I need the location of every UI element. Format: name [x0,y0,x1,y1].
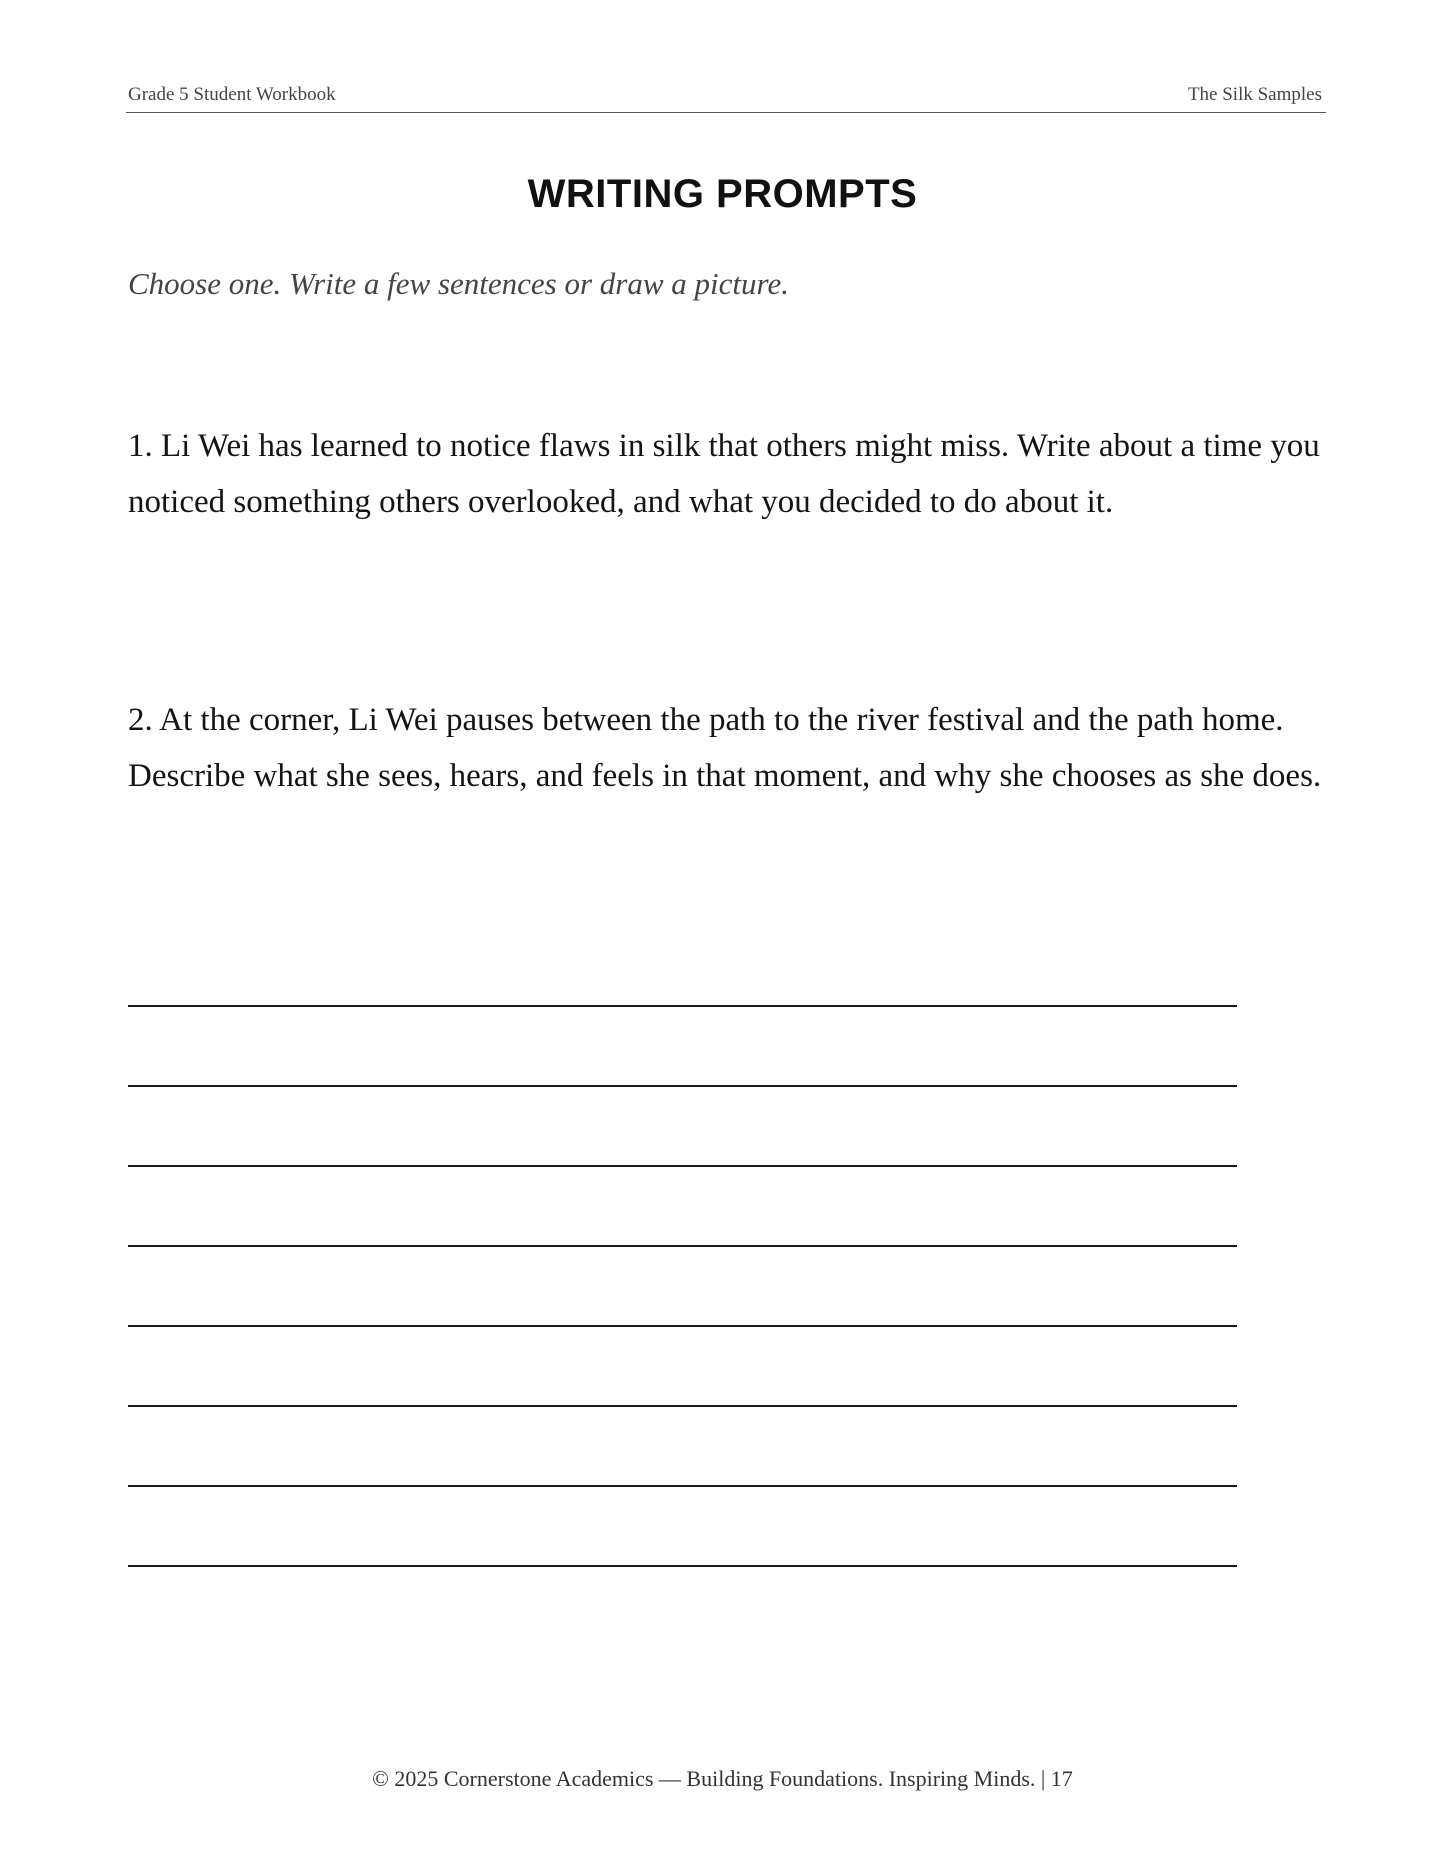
prompt-1: 1. Li Wei has learned to notice flaws in silk that others might miss. Write about a time you noticed something others overlooked, and what you decided to do about it. [128,428,1320,520]
writing-line[interactable] [128,1405,1237,1407]
writing-line[interactable] [128,1165,1237,1167]
page-header [126,82,1326,113]
writing-line[interactable] [128,1085,1237,1087]
page-title: WRITING PROMPTS [527,172,918,216]
writing-line[interactable] [128,1245,1237,1247]
writing-line[interactable] [128,1485,1237,1487]
writing-line[interactable] [128,1565,1237,1567]
page-footer: © 2025 Cornerstone Academics — Building Foundations. Inspiring Minds. | 17 [372,1766,1073,1791]
workbook-label: Grade 5 Student Workbook [128,84,336,105]
instructions: Choose one. Write a few sentences or draw a picture. [128,266,789,301]
prompt-2: 2. At the corner, Li Wei pauses between the path to the river festival and the path home. Describe what she sees, hears, and feels in that moment, and why she chooses as she does. [128,702,1322,794]
writing-line[interactable] [128,1325,1237,1327]
writing-line[interactable] [128,1005,1237,1007]
story-title-label: The Silk Samples [1187,84,1322,105]
